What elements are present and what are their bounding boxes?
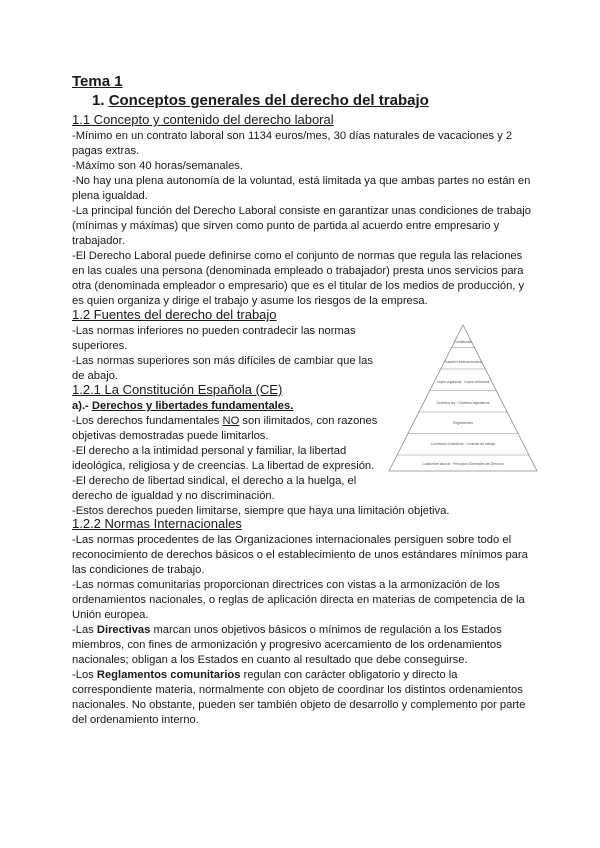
paragraph-line: -El Derecho Laboral puede definirse como el conjunto de normas que regula las relaciones: [72, 250, 523, 262]
chapter-title: Conceptos generales del derecho del trabajo: [108, 92, 429, 109]
paragraph-line: ordenamientos nacionales, o reglas de aplicación directa en materias de competencia de la: [72, 594, 525, 606]
paragraph-line: de abajo.: [72, 370, 119, 382]
section-heading-1-2-1: 1.2.1 La Constitución Española (CE): [72, 382, 283, 397]
section-heading-1-1: 1.1 Concepto y contenido del derecho laboral: [72, 112, 334, 127]
paragraph-line: trabajador.: [72, 235, 125, 247]
section-heading-1-2-2: 1.2.2 Normas Internacionales: [72, 516, 242, 531]
pyramid-level-label: Decretos ley · Decretos legislativos: [436, 401, 490, 405]
pyramid-level-label: Convenios Colectivos · Contrato de trabajo: [430, 442, 496, 446]
chapter-heading: [92, 92, 429, 109]
pyramid-level-label: Costumbre laboral · Principios Generales del Derecho: [422, 462, 504, 466]
paragraph-line: (mínimas y máximas) que sirven como punto de partida al acuerdo entre empresario y: [72, 220, 500, 232]
subsection-heading: a).- Derechos y libertades fundamentales.: [72, 400, 294, 412]
paragraph-line: -El derecho de libertad sindical, el derecho a la huelga, el: [72, 475, 357, 487]
paragraph-line: miembros, con fines de armonización y progresivo acercamiento de los ordenamientos: [72, 639, 502, 651]
paragraph-line: Unión europea.: [72, 609, 149, 621]
paragraph-line: pagas extras.: [72, 145, 140, 157]
paragraph-line: correspondiente materia, normalmente con objeto de coordinar los distintos ordenamientos: [72, 684, 523, 696]
paragraph-line: -Las normas superiores son más difíciles de cambiar que las: [72, 355, 373, 367]
paragraph-line: derecho de igualdad y no discriminación.: [72, 490, 275, 502]
document-title: Tema 1: [72, 73, 123, 90]
paragraph-line: del ordenamiento interno.: [72, 714, 199, 726]
paragraph-line: -Las normas procedentes de las Organizaciones internacionales persiguen sobre todo el: [72, 534, 512, 546]
paragraph-line: -Los derechos fundamentales NO son ilimitados, con razones: [72, 415, 378, 427]
paragraph-line: objetivas demostradas puede limitarlos.: [72, 430, 269, 442]
paragraph-line: nacionales. No obstante, pueden ser también objeto de desarrollo y complemento por parte: [72, 699, 526, 711]
paragraph-line: en las cuales una persona (denominada empleado o trabajador) presta unos servicios para: [72, 265, 524, 277]
pyramid-level-label: Constitución: [453, 340, 473, 344]
pyramid-level-label: Reglamentos: [453, 421, 473, 425]
pyramid-level-label: Leyes orgánicas · Leyes ordinarias: [436, 380, 490, 384]
paragraph-line: -Estos derechos pueden limitarse, siempre que haya una limitación objetiva.: [72, 505, 450, 517]
paragraph-line: -El derecho a la intimidad personal y familiar, la libertad: [72, 445, 347, 457]
paragraph-line: reconocimiento de derechos básicos o el establecimiento de unos estándares mínimos para: [72, 549, 528, 561]
paragraph-line: nacionales; obligan a los Estados en cuanto al resultado que debe conseguirse.: [72, 654, 468, 666]
paragraph-line: -No hay una plena autonomía de la voluntad, está limitada ya que ambas partes no están en: [72, 175, 531, 187]
section-heading-1-2: 1.2 Fuentes del derecho del trabajo: [72, 307, 277, 322]
norm-hierarchy-pyramid: [388, 323, 538, 473]
paragraph-line: las condiciones de trabajo.: [72, 564, 205, 576]
paragraph-line: -Las Directivas marcan unos objetivos básicos o mínimos de regulación a los Estados: [72, 624, 502, 636]
paragraph-line: -La principal función del Derecho Laboral consiste en garantizar unas condiciones de trabajo: [72, 205, 531, 217]
paragraph-line: ideológica, religiosa y de creencias. La libertad de expresión.: [72, 460, 375, 472]
paragraph-line: es quien organiza y dirige el trabajo y asume los riesgos de la empresa.: [72, 295, 428, 307]
paragraph-line: plena igualdad.: [72, 190, 148, 202]
chapter-number: 1.: [92, 92, 105, 109]
paragraph-line: -Mínimo en un contrato laboral son 1134 euros/mes, 30 días naturales de vacaciones y 2: [72, 130, 513, 142]
paragraph-line: superiores.: [72, 340, 128, 352]
pyramid-level-label: Tratados Internacionales: [444, 360, 482, 364]
pyramid-outline: [389, 325, 537, 471]
paragraph-line: -Los Reglamentos comunitarios regulan con carácter obligatorio y directo la: [72, 669, 458, 681]
paragraph-line: -Las normas inferiores no pueden contradecir las normas: [72, 325, 356, 337]
paragraph-line: -Máximo son 40 horas/semanales.: [72, 160, 243, 172]
paragraph-line: otra (denominada empleador o empresario) que es el titular de los medios de producción, y: [72, 280, 525, 292]
paragraph-line: -Las normas comunitarias proporcionan directrices con vistas a la armonización de los: [72, 579, 500, 591]
